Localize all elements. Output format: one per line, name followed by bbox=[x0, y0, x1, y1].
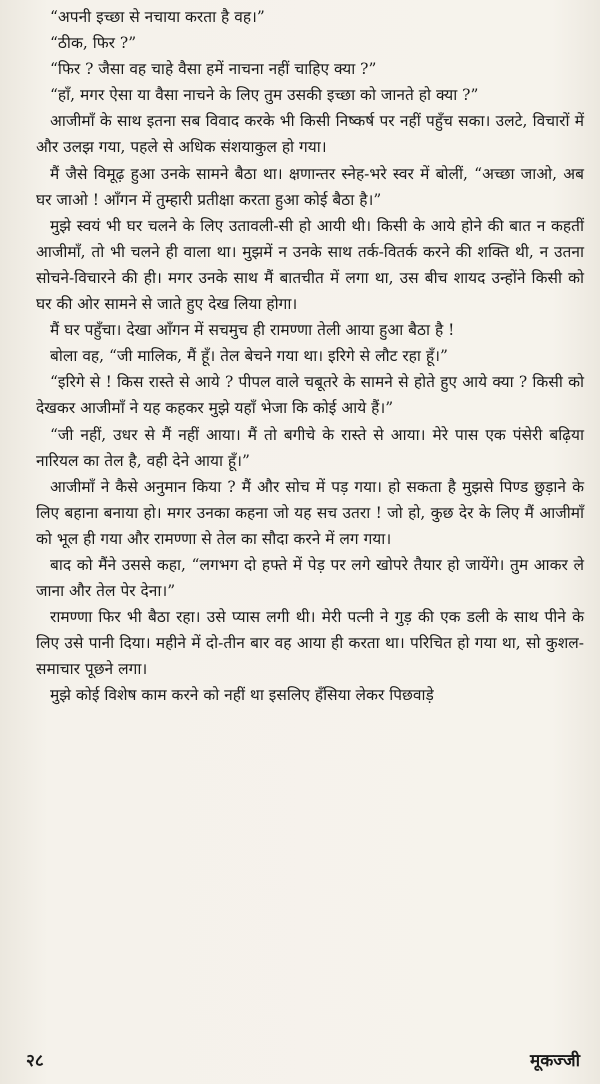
running-title: मूकज्जी bbox=[530, 1051, 580, 1071]
paragraph: “अपनी इच्छा से नचाया करता है वह।” bbox=[50, 8, 265, 26]
paragraph: आजीमाँ ने कैसे अनुमान किया ? मैं और सोच में पड़ गया। हो सकता है मुझसे पिण्ड छुड़ाने के लिए बहाना बनाया हो। मगर उनका कहना जो यह सच उतरा ! जो हो, कुछ देर के लिए मैं आजीमाँ को भूल ही गया और रामण्णा से तेल का सौदा करने में लग गया। bbox=[36, 477, 584, 548]
paragraph: मुझे स्वयं भी घर चलने के लिए उतावली-सी हो आयी थी। किसी के आये होने की बात न कहतीं आजीमाँ, तो भी चलने ही वाला था। मुझमें न उनके साथ तर्क-वितर्क करने की शक्ति थी, न उतना सोचने-विचारने की ही। मगर उनके साथ मैं बातचीत में लगा था, उस बीच शायद उन्होंने किसी को घर की ओर सामने से जाते हुए देख लिया होगा। bbox=[36, 216, 584, 314]
paragraph: मैं जैसे विमूढ़ हुआ उनके सामने बैठा था। क्षणान्तर स्नेह-भरे स्वर में बोलीं, “अच्छा जाओ, अब घर जाओ ! आँगन में तुम्हारी प्रतीक्षा करता हुआ कोई बैठा है।” bbox=[36, 164, 584, 209]
paragraph: आजीमाँ के साथ इतना सब विवाद करके भी किसी निष्कर्ष पर नहीं पहुँच सका। उलटे, विचारों में और उलझ गया, पहले से अधिक संशयाकुल हो गया। bbox=[36, 112, 584, 157]
page-footer bbox=[26, 1048, 580, 1071]
paragraph: “हाँ, मगर ऐसा या वैसा नाचने के लिए तुम उसकी इच्छा को जानते हो क्या ?” bbox=[50, 86, 479, 105]
paragraph: बाद को मैंने उससे कहा, “लगभग दो हफ्ते में पेड़ पर लगे खोपरे तैयार हो जायेंगे। तुम आकर ले जाना और तेल पेर देना।” bbox=[36, 555, 584, 601]
paragraph: मुझे कोई विशेष काम करने को नहीं था इसलिए हँसिया लेकर पिछवाड़े bbox=[50, 686, 434, 705]
body-text bbox=[36, 4, 584, 709]
paragraph: बोला वह, “जी मालिक, मैं हूँ। तेल बेचने गया था। इरिगे से लौट रहा हूँ।” bbox=[50, 347, 448, 366]
paragraph: “इरिगे से ! किस रास्ते से आये ? पीपल वाले चबूतरे के सामने से होते हुए आये क्या ? किसी को देखकर आजीमाँ ने यह कहकर मुझे यहाँ भेजा कि कोई आये हैं।” bbox=[36, 373, 584, 418]
paragraph: “जी नहीं, उधर से मैं नहीं आया। मैं तो बगीचे के रास्ते से आया। मेरे पास एक पंसेरी बढ़िया नारियल का तेल है, वही देने आया हूँ।” bbox=[36, 425, 584, 470]
paragraph: मैं घर पहुँचा। देखा आँगन में सचमुच ही रामण्णा तेली आया हुआ बैठा है ! bbox=[50, 321, 455, 340]
paragraph: “ठीक, फिर ?” bbox=[50, 34, 137, 53]
paragraph: “फिर ? जैसा वह चाहे वैसा हमें नाचना नहीं चाहिए क्या ?” bbox=[50, 60, 377, 79]
page-number: २८ bbox=[26, 1051, 44, 1071]
paragraph: रामण्णा फिर भी बैठा रहा। उसे प्यास लगी थी। मेरी पत्नी ने गुड़ की एक डली के साथ पीने के लिए उसे पानी दिया। महीने में दो-तीन बार वह आया ही करता था। परिचित हो गया था, सो कुशल-समाचार पूछने लगा। bbox=[36, 608, 584, 679]
